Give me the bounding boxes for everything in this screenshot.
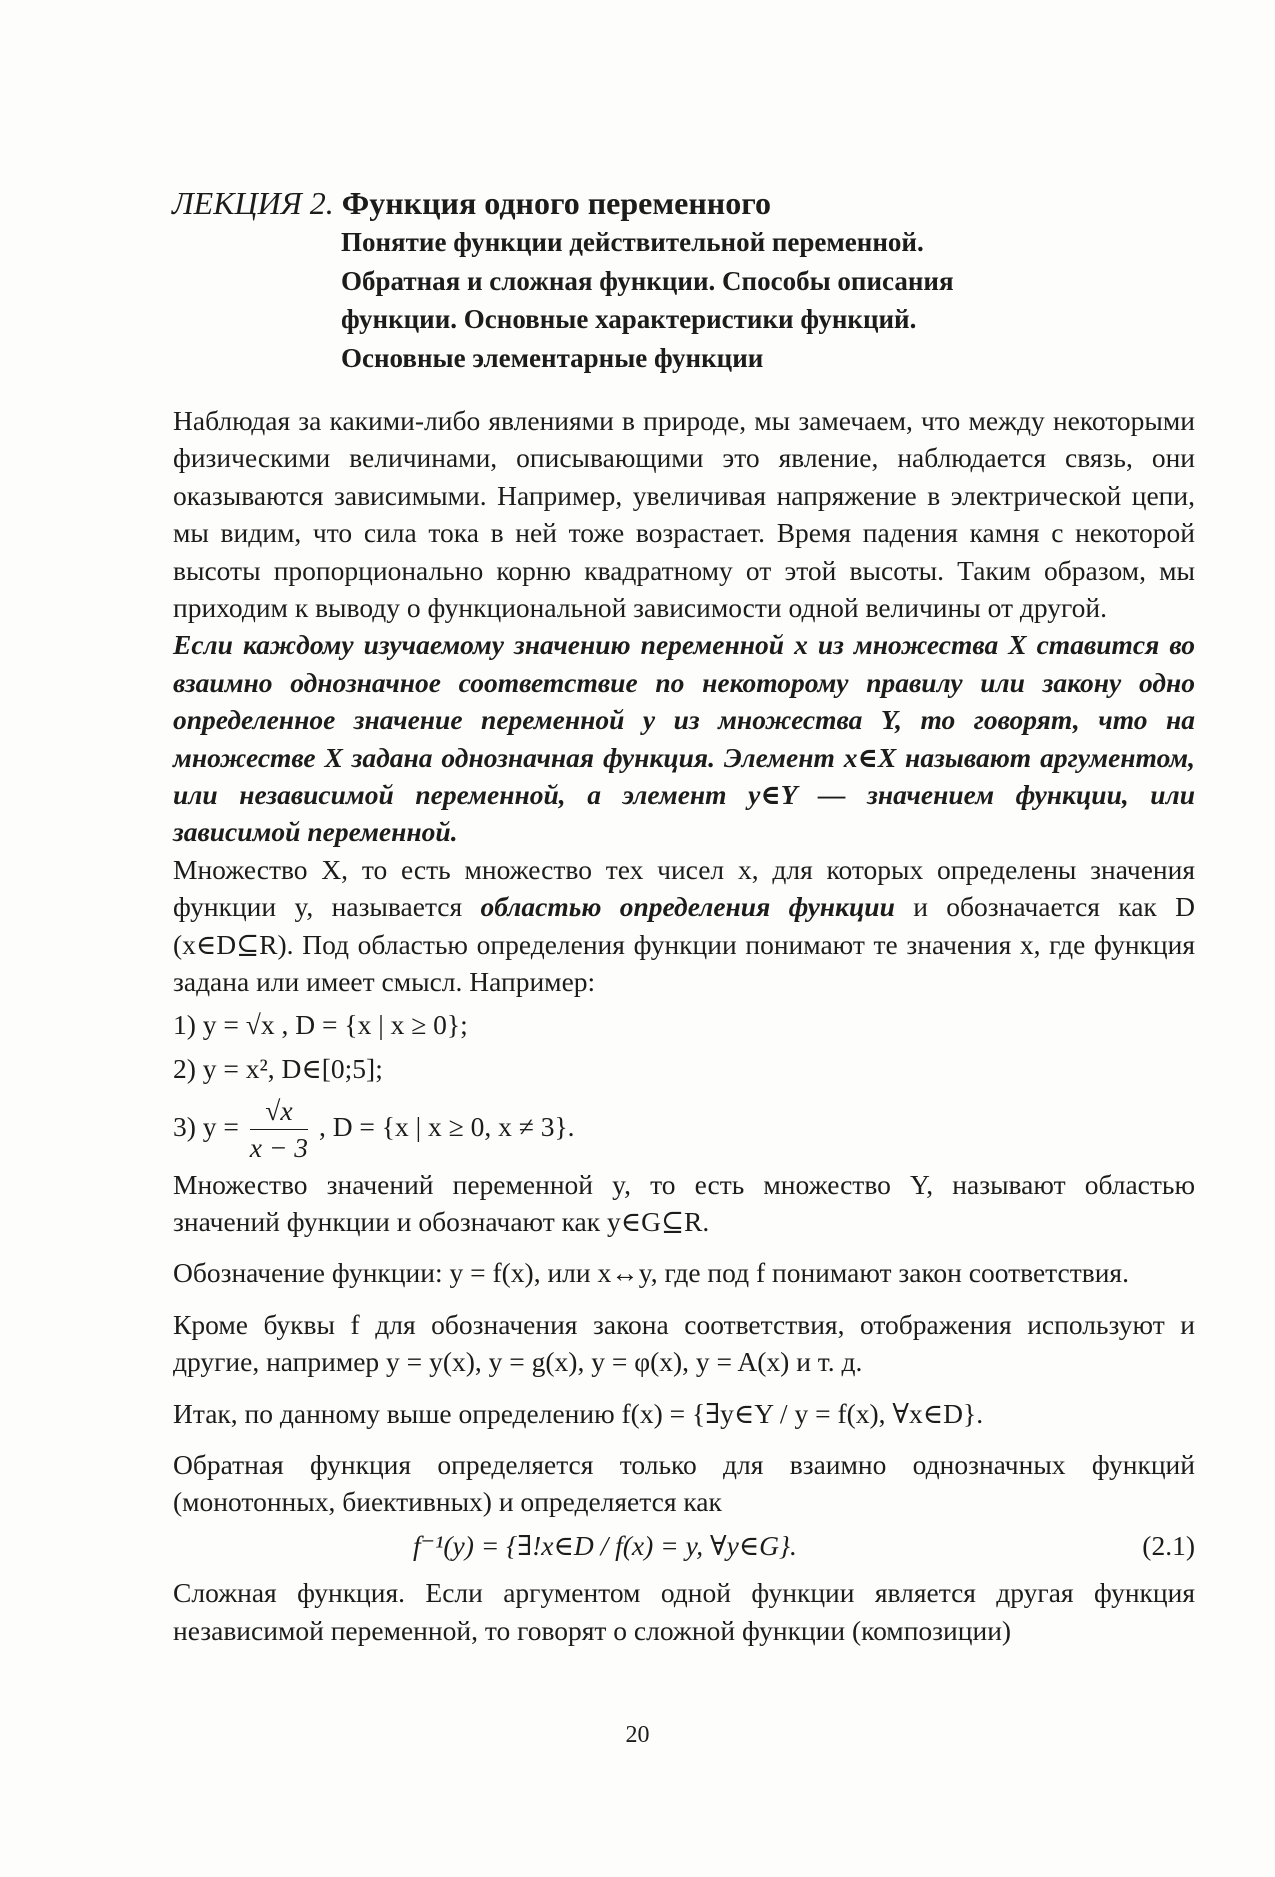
example-2: 2) y = x², D∈[0;5]; [173, 1052, 383, 1084]
formula-number: (2.1) [1142, 1529, 1195, 1561]
notation-paragraph: Обозначение функции: y = f(x), или x↔y, где под f понимают закон соответствия. [173, 1257, 1129, 1289]
complex-function-paragraph: Сложная функция. Если аргументом одной функции является другая функция независимой переменной, то говорят о сложной функции (композиции) [173, 1577, 1195, 1646]
function-definition: Если каждому изучаемому значению переменной x из множества X ставится во взаимно однозначное соответствие по некоторому правилу или закону одно определенное значение переменной y из множества Y, то говорят, что на множестве X задана однозначная функция. Элемент x∈X называют аргументом, или независимой переменной, а элемент y∈Y — значением функции, или зависимой переменной. [173, 629, 1195, 848]
page-number: 20 [625, 1722, 650, 1748]
range-paragraph: Множество значений переменной y, то есть множество Y, называют областью значений функции и обозначают как y∈G⊆R. [173, 1168, 1195, 1237]
document-body [173, 402, 1195, 1649]
domain-text-a: Множество X, то есть множество тех чисел x, для которых определены значения функции y, называется [173, 853, 1195, 923]
lecture-name: Функция одного переменного [341, 185, 771, 221]
lecture-subtitle [341, 223, 1161, 377]
thus-paragraph: Итак, по данному выше определению f(x) = {∃y∈Y / y = f(x), ∀x∈D}. [173, 1397, 984, 1429]
fraction-denominator: x − 3 [249, 1131, 309, 1163]
subtitle-line: функции. Основные характеристики функций. [341, 304, 917, 334]
letters-paragraph: Кроме буквы f для обозначения закона соответствия, отображения используют и другие, например y = y(x), y = g(x), y = φ(x), y = A(x) и т. д. [173, 1308, 1195, 1378]
domain-text-b: и обозначается как D (x∈D⊆R). Под областью определения функции понимают те значения x, где функция задана или имеет смысл. Например: [173, 891, 1195, 998]
example-3-fraction [250, 1093, 308, 1166]
example-1: 1) y = √x , D = {x | x ≥ 0}; [173, 1008, 468, 1040]
example-3-suffix: , D = {x | x ≥ 0, x ≠ 3}. [318, 1110, 575, 1142]
example-3-prefix: 3) y = [173, 1110, 239, 1142]
domain-paragraph [173, 851, 1195, 1001]
domain-term: областью определения функции [480, 891, 895, 923]
fraction-numerator: √x [250, 1093, 308, 1130]
subtitle-line: Понятие функции действительной переменной. [341, 227, 924, 257]
lecture-label: ЛЕКЦИЯ 2. [172, 185, 334, 221]
subtitle-line: Основные элементарные функции [341, 342, 764, 373]
inverse-paragraph: Обратная функция определяется только для взаимно однозначных функций (монотонных, биективных) и определяется как [173, 1448, 1195, 1518]
subtitle-line: Обратная и сложная функции. Способы описания [341, 265, 954, 296]
lecture-title [172, 183, 771, 223]
example-3 [173, 1093, 1195, 1166]
formula-expression: f⁻¹(y) = {∃!x∈D / f(x) = y, ∀y∈G}. [413, 1529, 797, 1561]
formula-2-1 [173, 1527, 1195, 1564]
intro-paragraph: Наблюдая за какими-либо явлениями в природе, мы замечаем, что между некоторыми физическими величинами, описывающими это явление, наблюдается связь, они оказываются зависимыми. Например, увеличивая напряжение в электрической цепи, мы видим, что сила тока в ней тоже возрастает. Время падения камня с некоторой высоты пропорционально корню квадратному от этой высоты. Таким образом, мы приходим к выводу о функциональной зависимости одной величины от другой. [173, 405, 1195, 624]
